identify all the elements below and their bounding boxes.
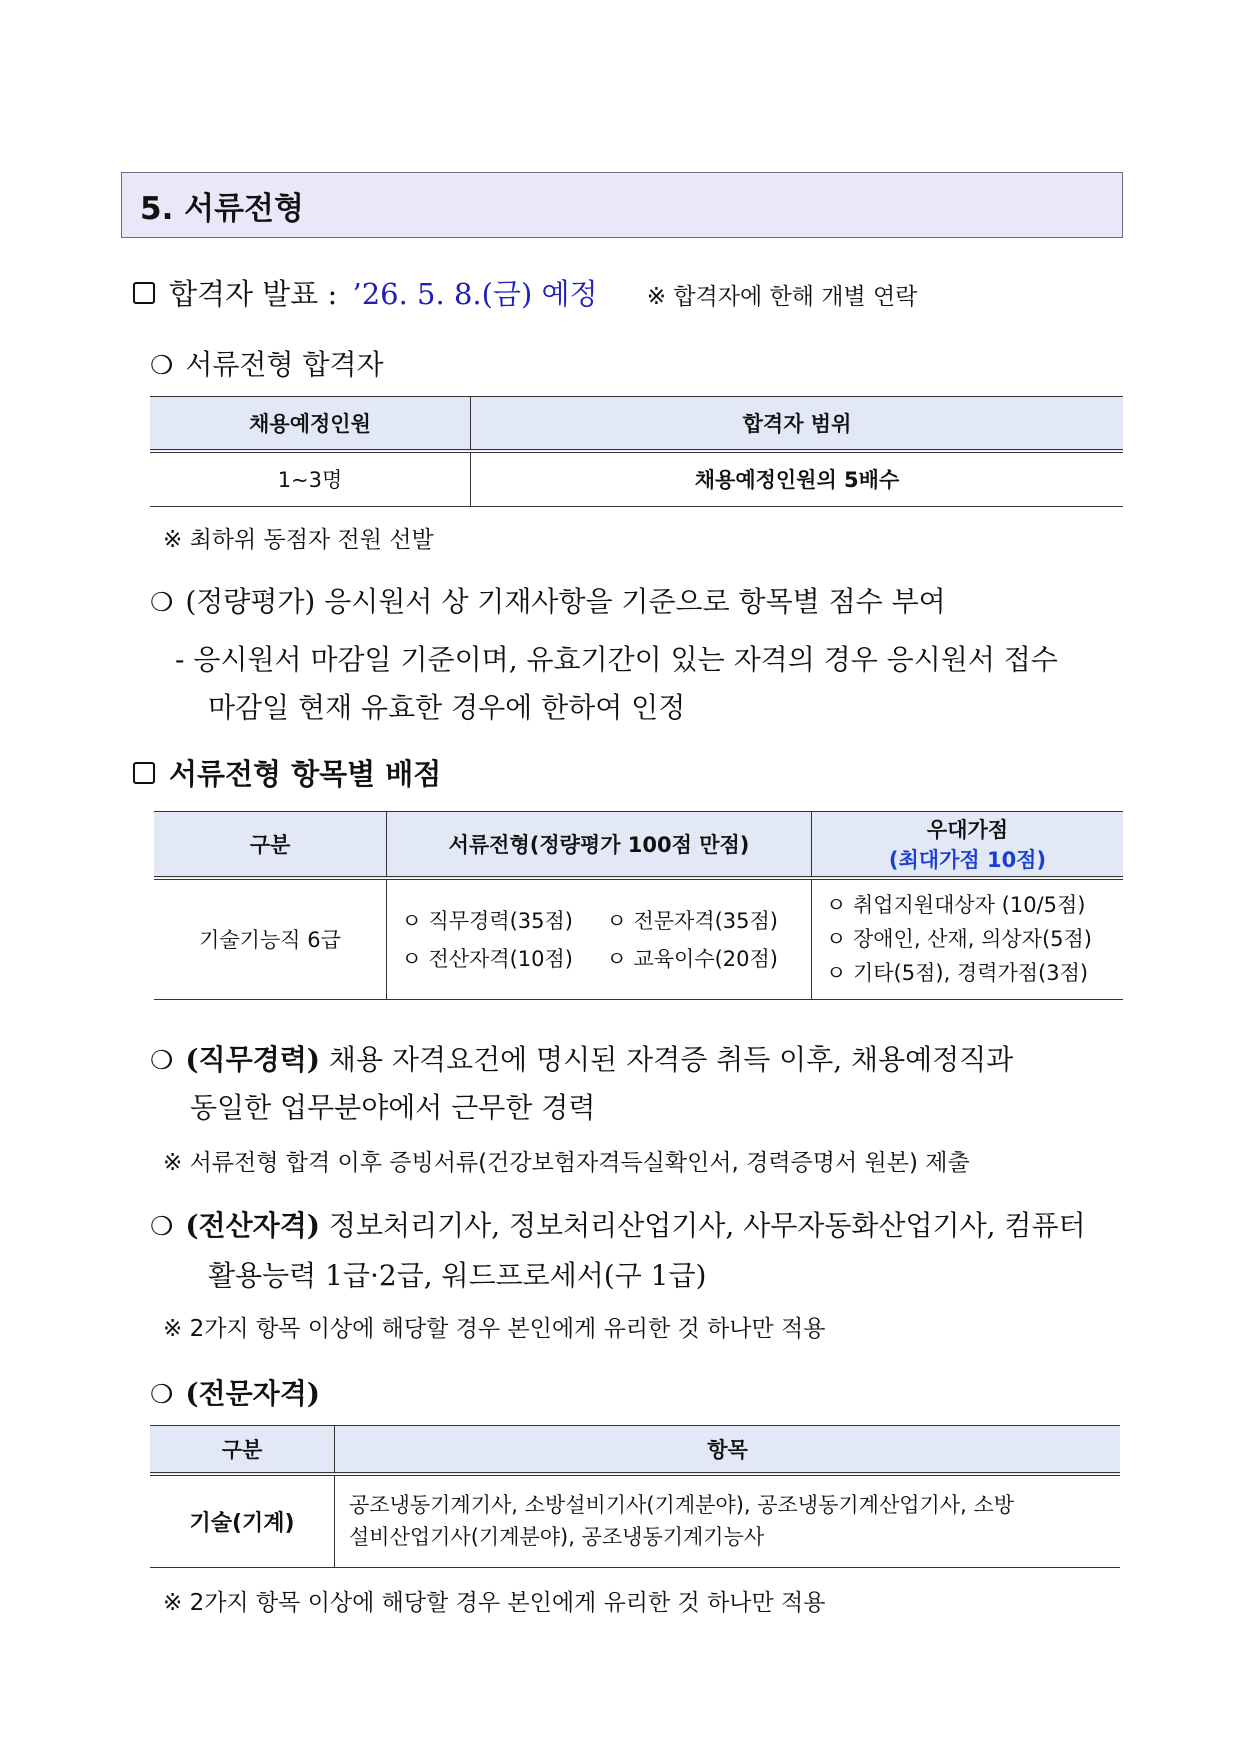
score-table-header: 서류전형(정량평가 100점 만점) — [387, 812, 812, 878]
square-bullet-icon — [133, 762, 155, 784]
circle-bullet-icon: ❍ — [150, 1212, 174, 1242]
bonus-header-line1: 우대가점 — [926, 817, 1009, 842]
score-heading-text: 서류전형 항목별 배점 — [169, 757, 442, 791]
pass-table-header: 채용예정인원 — [150, 397, 471, 451]
score-item: ㅇ 직무경력(35점) — [401, 909, 573, 934]
bonus-item: ㅇ 장애인, 산재, 의상자(5점) — [826, 927, 1092, 952]
pro-cert-table-header: 항목 — [335, 1426, 1121, 1474]
announcement-line — [133, 272, 917, 313]
score-table-header — [812, 812, 1124, 878]
pass-table — [150, 396, 1123, 507]
bonus-header-line2: (최대가점 10점) — [888, 847, 1047, 872]
job-exp-line1 — [150, 1038, 1013, 1078]
pro-cert-note: ※ 2가지 항목 이상에 해당할 경우 본인에게 유리한 것 하나만 적용 — [163, 1590, 826, 1616]
quant-heading — [150, 580, 946, 620]
score-heading — [133, 752, 441, 793]
pro-cert-items-line2: 설비산업기사(기계분야), 공조냉동기계기능사 — [349, 1525, 765, 1550]
job-exp-label: (직무경력) — [185, 1043, 321, 1076]
it-cert-note: ※ 2가지 항목 이상에 해당할 경우 본인에게 유리한 것 하나만 적용 — [163, 1316, 826, 1342]
score-category: 기술기능직 6급 — [154, 878, 387, 1000]
quant-dash-line1: - 응시원서 마감일 기준이며, 유효기간이 있는 자격의 경우 응시원서 접수 — [175, 643, 1058, 676]
square-bullet-icon — [133, 282, 155, 304]
pass-heading-text: 서류전형 합격자 — [185, 348, 384, 381]
section-title: 5. 서류전형 — [140, 190, 304, 227]
it-cert-line1 — [150, 1204, 1086, 1244]
score-table-header: 구분 — [154, 812, 387, 878]
pro-cert-items-cell — [335, 1474, 1121, 1568]
pro-cert-category: 기술(기계) — [150, 1474, 335, 1568]
pass-heading — [150, 343, 384, 383]
quant-heading-text: (정량평가) 응시원서 상 기재사항을 기준으로 항목별 점수 부여 — [185, 585, 946, 618]
circle-bullet-icon: ❍ — [150, 1380, 174, 1410]
pass-table-cell: 1∼3명 — [150, 451, 471, 507]
pass-table-cell: 채용예정인원의 5배수 — [694, 468, 900, 493]
circle-bullet-icon: ❍ — [150, 1046, 174, 1076]
bonus-item: ㅇ 기타(5점), 경력가점(3점) — [826, 961, 1089, 986]
score-table — [154, 811, 1123, 1000]
quant-dash-line2: 마감일 현재 유효한 경우에 한하여 인정 — [208, 691, 686, 724]
pro-cert-items-line1: 공조냉동기계기사, 소방설비기사(기계분야), 공조냉동기계산업기사, 소방 — [349, 1493, 1015, 1518]
score-items-cell — [387, 878, 812, 1000]
section-header — [121, 172, 1123, 238]
it-cert-text1: 정보처리기사, 정보처리산업기사, 사무자동화산업기사, 컴퓨터 — [328, 1209, 1086, 1242]
pro-cert-table — [150, 1425, 1120, 1568]
pro-cert-table-header: 구분 — [150, 1426, 335, 1474]
pass-table-header: 합격자 범위 — [471, 397, 1124, 451]
it-cert-line2: 활용능력 1급·2급, 워드프로세서(구 1급) — [208, 1259, 707, 1292]
announcement-date: ’26. 5. 8.(금) 예정 — [352, 277, 598, 311]
score-item: ㅇ 전산자격(10점) — [401, 947, 573, 972]
announcement-label: 합격자 발표 : — [169, 277, 338, 311]
circle-bullet-icon: ❍ — [150, 351, 174, 381]
job-exp-line2: 동일한 업무분야에서 근무한 경력 — [190, 1091, 596, 1124]
score-item: ㅇ 전문자격(35점) — [606, 909, 778, 934]
score-item: ㅇ 교육이수(20점) — [606, 947, 778, 972]
bonus-cell — [812, 878, 1124, 1000]
bonus-item: ㅇ 취업지원대상자 (10/5점) — [826, 893, 1086, 918]
it-cert-label: (전산자격) — [185, 1209, 321, 1242]
job-exp-text1: 채용 자격요건에 명시된 자격증 취득 이후, 채용예정직과 — [328, 1043, 1014, 1076]
job-exp-note: ※ 서류전형 합격 이후 증빙서류(건강보험자격득실확인서, 경력증명서 원본) 제출 — [163, 1150, 970, 1176]
circle-bullet-icon: ❍ — [150, 588, 174, 618]
pass-note: ※ 최하위 동점자 전원 선발 — [163, 527, 434, 553]
announcement-note: ※ 합격자에 한해 개별 연락 — [646, 284, 918, 310]
pro-cert-label: (전문자격) — [185, 1377, 321, 1410]
pro-cert-heading — [150, 1372, 320, 1412]
